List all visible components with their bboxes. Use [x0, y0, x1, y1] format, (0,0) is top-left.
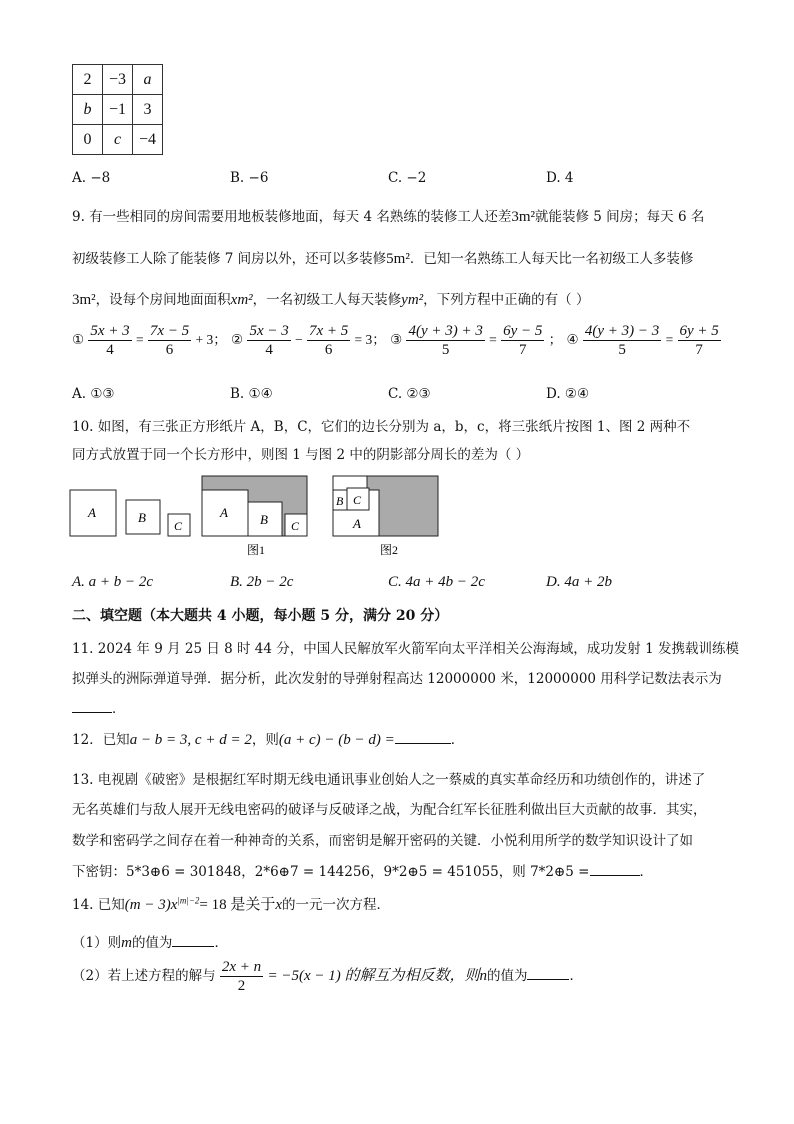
- q10-option-d[interactable]: D. 4a + 2b: [546, 574, 612, 590]
- q8-option-b[interactable]: B. −6: [230, 170, 269, 186]
- grid-cell: a: [133, 65, 163, 95]
- q9-text: 初级装修工人除了能装修 7 间房以外，还可以多装修: [72, 251, 387, 267]
- q10-option-a[interactable]: A. a + b − 2c: [72, 574, 154, 590]
- answer-blank[interactable]: [172, 946, 214, 947]
- fraction: $\frac{4(y + 3) - 3}{5}$: [584, 323, 660, 358]
- grid-cell: −1: [103, 95, 133, 125]
- q9-text: ，一名初级工人每天装修: [252, 292, 402, 308]
- q9-option-c[interactable]: C. ②③: [388, 386, 431, 402]
- q9-var: ym²: [401, 292, 424, 308]
- eq-tail: = 3；: [354, 332, 386, 347]
- fig2-label-b: B: [336, 494, 344, 508]
- q14-exponent: |m|−2: [177, 895, 200, 906]
- q14-tail: ．: [569, 968, 583, 984]
- eq-sign: =: [489, 332, 497, 347]
- q11-line3: [72, 697, 126, 717]
- q12-condition: a − b = 3, c + d = 2: [129, 732, 252, 748]
- q9-line1: [72, 205, 704, 226]
- q10-line2: 同方式放置于同一个长方形中，则图 1 与图 2 中的阴影部分周长的差为（ ）: [72, 447, 530, 463]
- fraction: $\frac{7x + 5}{6}$: [308, 323, 349, 358]
- q12-text: ，则: [251, 732, 279, 748]
- label-c: C: [174, 519, 183, 533]
- q14-part2-label: （2）若上述方程的解与: [72, 968, 216, 984]
- eq-label: ②: [231, 332, 244, 348]
- q14-text: = 18 是关于: [199, 897, 276, 913]
- fig2-label-a: A: [353, 516, 361, 531]
- q9-text: ，设每个房间地面面积: [95, 292, 231, 308]
- answer-blank[interactable]: [395, 743, 451, 744]
- q14-text: 的值为: [486, 968, 528, 984]
- grid-cell: b: [73, 95, 103, 125]
- fig1-label-b: B: [260, 512, 268, 527]
- q9-unit: 5m²: [386, 251, 410, 267]
- q9-option-d[interactable]: D. ②④: [546, 386, 590, 402]
- q14-tail: ．: [214, 935, 228, 951]
- fig1-label-c: C: [291, 519, 300, 533]
- q13-line3: 数学和密码学之间存在着一种神奇的关系，而密钥是解开密码的关键．小悦利用所学的数学知识设计了如: [72, 833, 693, 849]
- fraction: $\frac{5x - 3}{4}$: [249, 323, 289, 358]
- q14-expression: (m − 3)x: [124, 897, 178, 913]
- fraction: $\frac{5x + 3}{4}$: [90, 323, 130, 358]
- q13-line4: [72, 860, 653, 880]
- eq-tail: + 3；: [195, 332, 227, 347]
- q12-line: [72, 728, 464, 749]
- q14-text: 的一元一次方程．: [282, 897, 391, 913]
- q14-text: = −5(x − 1) 的解互为相反数，则: [267, 968, 480, 984]
- eq-label: ①: [72, 332, 85, 348]
- q13-keys: 下密钥：5*3⊕6 = 301848，2*6⊕7 = 144256，9*2⊕5 = 451055，则 7*2⊕5 =: [72, 864, 590, 880]
- q9-equations: [72, 322, 721, 359]
- q14-text: 14. 已知: [72, 897, 125, 913]
- fig2-caption: 图2: [380, 543, 399, 557]
- q12-dot: ．: [89, 732, 103, 748]
- fraction: $\frac{6y - 5}{7}$: [503, 323, 543, 358]
- q9-var: xm²: [230, 292, 253, 308]
- number-grid: [72, 64, 163, 155]
- fig2-label-c: C: [353, 493, 362, 507]
- q12-text: 已知: [102, 732, 130, 748]
- q11-line1: 11. 2024 年 9 月 25 日 8 时 44 分，中国人民解放军火箭军向太平洋相关公海海域，成功发射 1 发携载训练模: [72, 641, 739, 657]
- q13-tail: ．: [639, 864, 653, 880]
- q14-var: m: [121, 935, 132, 951]
- answer-blank[interactable]: [72, 712, 112, 713]
- label-b: B: [138, 510, 146, 525]
- q8-option-d[interactable]: D. 4: [546, 170, 574, 186]
- q13-line1: 13. 电视剧《破密》是根据红军时期无线电通讯事业创始人之一蔡威的真实革命经历和功绩创作的，讲述了: [72, 772, 706, 788]
- section-heading: 二、填空题（本大题共 4 小题，每小题 5 分，满分 20 分）: [72, 608, 449, 624]
- q9-unit: 3m²: [72, 292, 96, 308]
- label-a: A: [88, 505, 96, 520]
- fig1-caption: 图1: [247, 543, 266, 557]
- q8-option-a[interactable]: A. −8: [72, 170, 111, 186]
- q11-line2: 拟弹头的洲际弹道导弹．据分析，此次发射的导弹射程高达 12000000 米，12000000 用科学记数法表示为: [72, 671, 722, 687]
- q14-text: 的值为: [131, 935, 173, 951]
- q9-text: ．已知一名熟练工人每天比一名初级工人多装修: [409, 251, 694, 267]
- eq-sign: =: [135, 332, 144, 347]
- q10-line1: 10. 如图，有三张正方形纸片 A，B，C，它们的边长分别为 a，b，c，将三张纸片按图 1、图 2 两种不: [72, 419, 691, 435]
- eq-sign: =: [665, 332, 674, 347]
- q14-part2: [72, 958, 583, 995]
- fraction: $\frac{7x - 5}{6}$: [149, 323, 190, 358]
- grid-cell: 0: [73, 125, 103, 155]
- q10-option-b[interactable]: B. 2b − 2c: [230, 574, 294, 590]
- q10-option-c[interactable]: C. 4a + 4b − 2c: [388, 574, 485, 590]
- q14-var: n: [479, 968, 487, 984]
- answer-blank[interactable]: [527, 979, 569, 980]
- grid-cell: c: [103, 125, 133, 155]
- q9-line3: [72, 288, 589, 309]
- q8-option-c[interactable]: C. −2: [388, 170, 427, 186]
- q10-figures: [60, 470, 460, 565]
- grid-cell: −4: [133, 125, 163, 155]
- q9-text: 9. 有一些相同的房间需要用地板装修地面，每天 4 名熟练的装修工人还差: [72, 209, 512, 225]
- q9-option-b[interactable]: B. ①④: [230, 386, 273, 402]
- eq-label: ③: [390, 332, 403, 348]
- q9-text: 就能装修 5 间房；每天 6 名: [535, 209, 705, 225]
- eq-label: ④: [566, 332, 579, 348]
- q11-tail: ．: [112, 701, 126, 717]
- q14-part1: [72, 931, 228, 952]
- q14-var: x: [275, 897, 283, 913]
- q14-line: [72, 893, 390, 914]
- fraction: $\frac{6y + 5}{7}$: [679, 323, 719, 358]
- eq-tail: ；: [548, 332, 563, 347]
- grid-cell: −3: [103, 65, 133, 95]
- fraction: $\frac{4(y + 3) + 3}{5}$: [408, 323, 483, 358]
- fig1-label-a: A: [220, 505, 228, 520]
- q9-option-a[interactable]: A. ①③: [72, 386, 115, 402]
- eq-sign: −: [295, 332, 303, 347]
- q12-number: 12: [72, 732, 90, 748]
- grid-cell: 2: [73, 65, 103, 95]
- q14-part1-label: （1）则: [72, 935, 122, 951]
- grid-cell: 3: [133, 95, 163, 125]
- fraction: $\frac{2x + n}{2}$: [221, 959, 262, 994]
- answer-blank[interactable]: [590, 875, 640, 876]
- q9-text: ，下列方程中正确的有（ ）: [423, 292, 590, 308]
- q9-unit: 3m²: [511, 209, 536, 225]
- q12-expression: (a + c) − (b − d) =: [278, 732, 395, 748]
- q12-tail: ．: [450, 732, 465, 748]
- q13-line2: 无名英雄们与敌人展开无线电密码的破译与反破译之战，为配合红军长征胜利做出巨大贡献的故事．其实，: [72, 802, 707, 818]
- q9-line2: [72, 247, 693, 268]
